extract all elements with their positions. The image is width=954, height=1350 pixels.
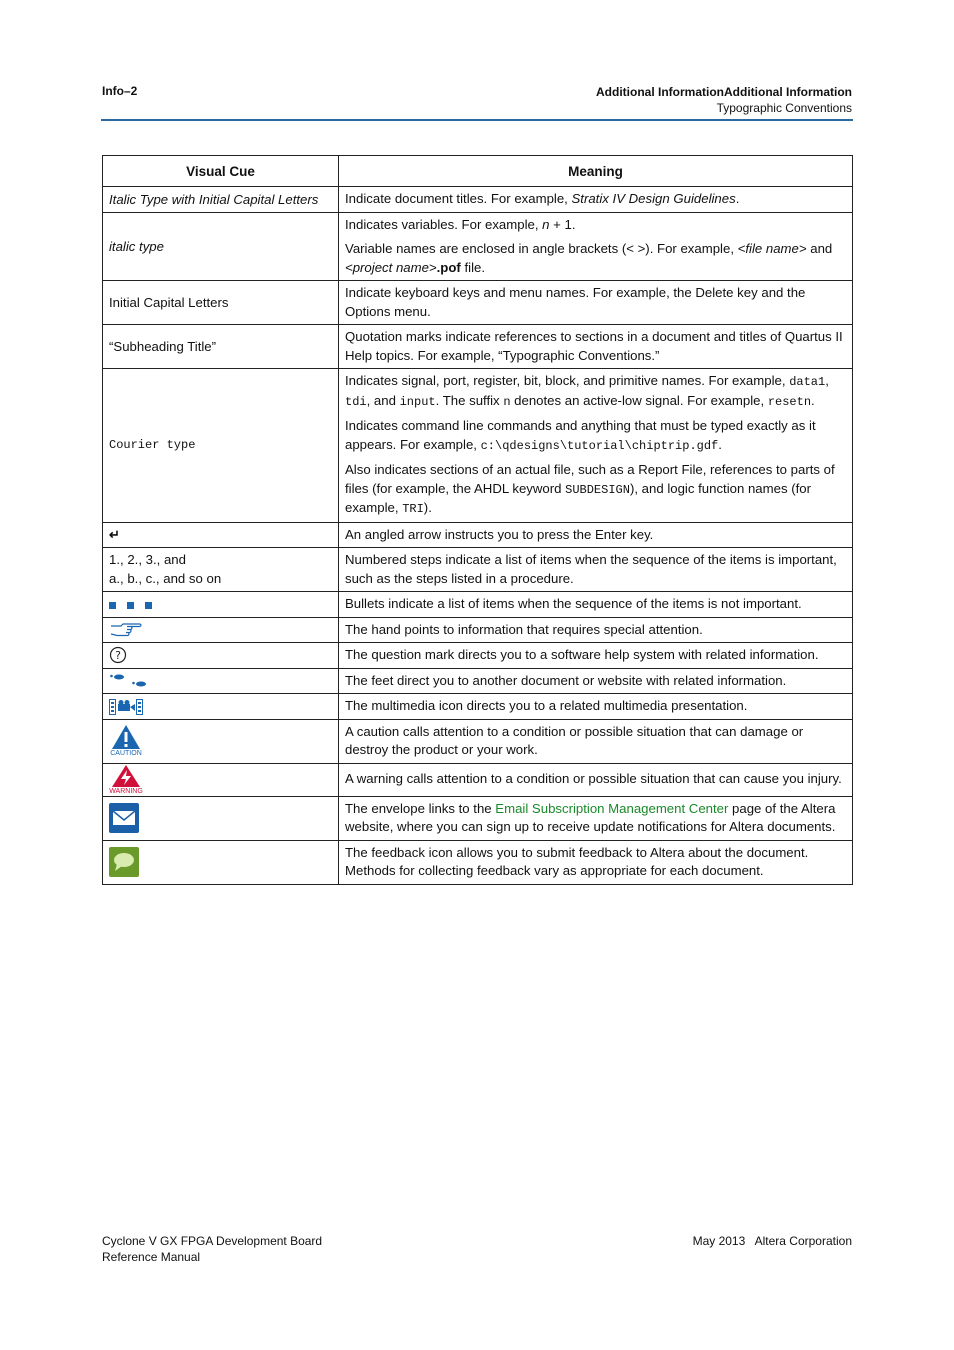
- footer-doc-type: Reference Manual: [102, 1250, 201, 1264]
- table-header-row: [103, 156, 853, 187]
- footer-left: [102, 1233, 322, 1265]
- cue-cell: Italic Type with Initial Capital Letters: [103, 187, 339, 213]
- cue-cell: 1., 2., 3., and a., b., c., and so on: [103, 548, 339, 592]
- table-row: [103, 212, 853, 281]
- meaning-cell: Indicate document titles. For example, Stratix IV Design Guidelines.: [339, 187, 853, 213]
- meaning-cell: Indicate keyboard keys and menu names. For example, the Delete key and the Options menu.: [339, 281, 853, 325]
- col-visual-cue: Visual Cue: [103, 156, 339, 187]
- table-row: [103, 369, 853, 523]
- meaning-cell: The envelope links to the Email Subscription Management Center page of the Altera website, where you can sign up to receive update notifications for Altera documents.: [339, 796, 853, 840]
- table-row: [103, 522, 853, 548]
- svg-text:?: ?: [115, 649, 121, 663]
- meaning-cell: An angled arrow instructs you to press the Enter key.: [339, 522, 853, 548]
- feedback-icon[interactable]: [109, 847, 139, 877]
- multimedia-icon: [109, 699, 143, 715]
- header-rule: [101, 119, 853, 121]
- enter-arrow-icon: ↵: [103, 522, 339, 548]
- conventions-table: [102, 155, 853, 885]
- meaning-cell: A caution calls attention to a condition or possible situation that can damage or destroy the product or your work.: [339, 719, 853, 763]
- table-row: [103, 719, 853, 763]
- meaning-cell: The hand points to information that requires special attention.: [339, 617, 853, 643]
- bullets-icon: [103, 592, 339, 618]
- warning-icon: WARNING: [109, 764, 143, 796]
- header-subtitle: Typographic Conventions: [716, 101, 852, 115]
- meaning-cell: Bullets indicate a list of items when the sequence of the items is not important.: [339, 592, 853, 618]
- hand-pointing-icon: [109, 622, 143, 638]
- table-row: [103, 592, 853, 618]
- meaning-cell: Quotation marks indicate references to sections in a document and titles of Quartus II Help topics. For example, “Typographic Conventions.”: [339, 325, 853, 369]
- email-subscription-link[interactable]: Email Subscription Management Center: [495, 800, 729, 816]
- table-row: [103, 668, 853, 694]
- table-row: [103, 281, 853, 325]
- table-row: [103, 643, 853, 669]
- meaning-cell: The question mark directs you to a software help system with related information.: [339, 643, 853, 669]
- footer-doc-title: Cyclone V GX FPGA Development Board: [102, 1234, 323, 1248]
- question-mark-icon: [109, 646, 127, 664]
- envelope-icon: [109, 803, 139, 833]
- cue-cell: Courier type: [103, 369, 339, 523]
- table-row: [103, 763, 853, 796]
- caution-icon: CAUTION: [109, 724, 143, 758]
- meaning-cell: A warning calls attention to a condition or possible situation that can cause you injury.: [339, 763, 853, 796]
- table-row: [103, 548, 853, 592]
- cue-cell: “Subheading Title”: [103, 325, 339, 369]
- table-row: [103, 840, 853, 884]
- table-row: [103, 796, 853, 840]
- table-row: [103, 694, 853, 720]
- meaning-cell: Indicates signal, port, register, bit, block, and primitive names. For example, data1, tdi, and input. The suffix n denotes an active-low signal. For example, resetn. Indicates command line commands and anything that must be typed exactly as it appears. For example, c:\qdesigns\tutorial\chiptrip.gdf. Also indicates sections of an actual file, such as a Report File, references to parts of files (for example, the AHDL keyword SUBDESIGN), and logic function names (for example, TRI).: [339, 369, 853, 523]
- table-row: [103, 187, 853, 213]
- feet-icon: [109, 673, 147, 689]
- meaning-cell: The feedback icon allows you to submit feedback to Altera about the document. Methods for collecting feedback vary as appropriate for each document.: [339, 840, 853, 884]
- cue-cell: Initial Capital Letters: [103, 281, 339, 325]
- meaning-cell: The feet direct you to another document or website with related information.: [339, 668, 853, 694]
- cue-cell: italic type: [103, 212, 339, 281]
- meaning-cell: Numbered steps indicate a list of items when the sequence of the items is important, such as the steps listed in a procedure.: [339, 548, 853, 592]
- col-meaning: Meaning: [339, 156, 853, 187]
- meaning-cell: The multimedia icon directs you to a related multimedia presentation.: [339, 694, 853, 720]
- header-title: Additional InformationAdditional Information: [596, 85, 852, 99]
- footer-date-company: May 2013 Altera Corporation: [692, 1234, 852, 1248]
- meaning-cell: Indicates variables. For example, n + 1. Variable names are enclosed in angle brackets (< >). For example, <file name> and <project name>.pof file.: [339, 212, 853, 281]
- table-row: [103, 617, 853, 643]
- page-id: Info–2: [102, 84, 138, 98]
- table-row: [103, 325, 853, 369]
- running-header: [596, 84, 852, 116]
